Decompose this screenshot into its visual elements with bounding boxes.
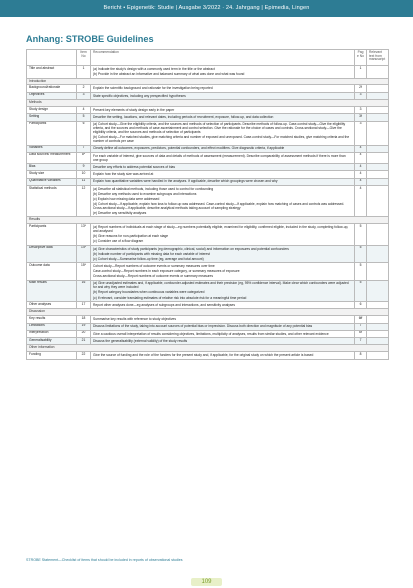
relevant-text-cell <box>367 330 389 337</box>
recommendation-text: (b) Cohort study—For matched studies, give matching criteria and number of exposed and unexposed. Case-control study—For matched studies, give matching criteria and the number of controls per case <box>93 135 350 144</box>
recommendation-cell <box>91 263 355 280</box>
page-reference: 5 <box>355 280 367 301</box>
relevant-text-cell <box>367 164 389 171</box>
recommendation-text: Discuss limitations of the study, taking into account sources of potential bias or imprecision. Discuss both direction and magnitude of any potential bias <box>93 324 313 329</box>
row-label: Outcome data <box>27 263 77 280</box>
recommendation-text: (b) Provide in the abstract an informative and balanced summary of what was done and what was found <box>93 72 245 77</box>
table-row <box>27 121 389 145</box>
recommendation-cell <box>91 66 355 78</box>
header-blank <box>27 50 77 66</box>
page-reference: 5 <box>355 245 367 262</box>
item-number: 1 <box>77 66 91 78</box>
relevant-text-cell <box>367 323 389 330</box>
table-row <box>27 338 389 345</box>
row-label: Setting <box>27 114 77 121</box>
strobe-checklist-table <box>26 49 389 360</box>
relevant-text-cell <box>367 185 389 217</box>
item-number: 22 <box>77 352 91 359</box>
relevant-text-cell <box>367 316 389 323</box>
recommendation-text: (c) If relevant, consider translating estimates of relative risk into absolute risk for a meaningful time period <box>93 295 247 300</box>
item-number: 16 <box>77 280 91 301</box>
recommendation-text: Describe the setting, locations, and relevant dates, including periods of recruitment, exposure, follow-up, and data collection <box>93 115 274 119</box>
page-reference: 2f <box>355 85 367 92</box>
header-item-no: Item No <box>77 50 91 66</box>
table-row <box>27 323 389 330</box>
page-reference: 4 <box>355 178 367 185</box>
page-reference: 3 <box>355 106 367 113</box>
section-label: Discussion <box>27 309 389 316</box>
table-row <box>27 224 389 245</box>
recommendation-text: Describe any efforts to address potential sources of bias <box>93 164 176 169</box>
table-row <box>27 66 389 78</box>
row-label: Study design <box>27 106 77 113</box>
row-label: Participants <box>27 121 77 145</box>
recommendation-cell <box>91 164 355 171</box>
table-row <box>27 330 389 337</box>
table-row <box>27 114 389 121</box>
row-label: Statistical methods <box>27 185 77 217</box>
recommendation-text: (b) Describe any methods used to examine subgroups and interactions <box>93 191 197 196</box>
row-label: Other analyses <box>27 302 77 309</box>
header-recommendation: Recommendation <box>91 50 355 66</box>
footnote: STROBE Statement—Checklist of items that should be included in reports of observational studies <box>26 558 183 562</box>
page-reference: 7 <box>355 323 367 330</box>
page-reference: 3f <box>355 114 367 121</box>
recommendation-cell <box>91 114 355 121</box>
item-number: 19 <box>77 323 91 330</box>
recommendation-text: Cohort study—Report numbers of outcome events or summary measures over time <box>93 264 215 268</box>
relevant-text-cell <box>367 92 389 99</box>
item-number: 13* <box>77 224 91 245</box>
section-row <box>27 78 389 85</box>
page-reference: 7 <box>355 338 367 345</box>
item-number: 11 <box>77 178 91 185</box>
page-title: Anhang: STROBE Guidelines <box>26 34 154 44</box>
row-label: Variables <box>27 145 77 152</box>
row-label: Data sources/ measurement <box>27 152 77 163</box>
row-label: Interpretation <box>27 330 77 337</box>
recommendation-text: (c) Explain how missing data were addressed <box>93 196 160 201</box>
row-label: Objectives <box>27 92 77 99</box>
header-page-no: Page No <box>355 50 367 66</box>
recommendation-cell <box>91 152 355 163</box>
row-label: Quantitative variables <box>27 178 77 185</box>
relevant-text-cell <box>367 106 389 113</box>
table-header-row <box>27 50 389 66</box>
page-reference: 4 <box>355 171 367 178</box>
relevant-text-cell <box>367 145 389 152</box>
relevant-text-cell <box>367 152 389 163</box>
recommendation-text: (a) Give unadjusted estimates and, if applicable, confounder-adjusted estimates and their precision (eg, 95% confidence interval). Make clear which confounders were adjusted for and why they were included <box>93 281 349 290</box>
page-reference: 4 <box>355 164 367 171</box>
row-label: Title and abstract <box>27 66 77 78</box>
item-number: 14* <box>77 245 91 262</box>
recommendation-cell <box>91 145 355 152</box>
recommendation-text: Report other analyses done—eg analyses of subgroups and interactions, and sensitivity analyses <box>93 302 236 307</box>
row-label: Generalisability <box>27 338 77 345</box>
recommendation-text: (c) Cohort study—Summarise follow-up time (eg, average and total amount) <box>93 256 204 261</box>
relevant-text-cell <box>367 338 389 345</box>
section-row <box>27 345 389 352</box>
table-row <box>27 145 389 152</box>
row-label: Bias <box>27 164 77 171</box>
recommendation-text: Case-control study—Report numbers in each exposure category, or summary measures of exposure <box>93 269 240 274</box>
table-row <box>27 280 389 301</box>
recommendation-text: Present key elements of study design early in the paper <box>93 107 175 112</box>
page-reference: 3 <box>355 121 367 145</box>
recommendation-text: Discuss the generalisability (external validity) of the study results <box>93 338 188 343</box>
item-number: 15* <box>77 263 91 280</box>
recommendation-cell <box>91 245 355 262</box>
table-row <box>27 171 389 178</box>
row-label: Funding <box>27 352 77 359</box>
recommendation-text: Give the source of funding and the role of the funders for the present study and, if applicable, for the original study on which the present article is based <box>93 353 314 358</box>
section-row <box>27 217 389 224</box>
recommendation-text: (a) Describe all statistical methods, including those used to control for confounding <box>93 186 214 191</box>
recommendation-text: Cross-sectional study—Report numbers of outcome events or summary measures <box>93 274 214 279</box>
recommendation-cell <box>91 316 355 323</box>
relevant-text-cell <box>367 171 389 178</box>
recommendation-text: Summarise key results with reference to study objectives <box>93 317 177 322</box>
row-label: Descriptive data <box>27 245 77 262</box>
table-row <box>27 263 389 280</box>
relevant-text-cell <box>367 263 389 280</box>
item-number: 4 <box>77 106 91 113</box>
relevant-text-cell <box>367 302 389 309</box>
relevant-text-cell <box>367 224 389 245</box>
table-body <box>27 66 389 359</box>
section-label: Introduction <box>27 78 389 85</box>
item-number: 2 <box>77 85 91 92</box>
item-number: 6 <box>77 121 91 145</box>
recommendation-text: Give a cautious overall interpretation of results considering objectives, limitations, multiplicity of analyses, results from similar studies, and other relevant evidence <box>93 331 329 336</box>
relevant-text-cell <box>367 85 389 92</box>
page-reference: 4 <box>355 185 367 217</box>
table-row <box>27 352 389 359</box>
recommendation-cell <box>91 178 355 185</box>
row-label: Background/rationale <box>27 85 77 92</box>
recommendation-text: State specific objectives, including any prespecified hypotheses <box>93 93 186 98</box>
journal-header: Bericht • Epigenetik: Studie | Ausgabe 3/2022 · 24. Jahrgang | Epimedia, Lingen <box>0 0 413 17</box>
item-number: 8* <box>77 152 91 163</box>
recommendation-cell <box>91 302 355 309</box>
item-number: 12 <box>77 185 91 217</box>
recommendation-cell <box>91 323 355 330</box>
page-reference: 4 <box>355 145 367 152</box>
item-number: 9 <box>77 164 91 171</box>
recommendation-cell <box>91 224 355 245</box>
row-label: Participants <box>27 224 77 245</box>
recommendation-cell <box>91 106 355 113</box>
page-reference: 3 <box>355 92 367 99</box>
recommendation-text: (a) Cohort study—Give the eligibility criteria, and the sources and methods of selection of participants. Describe methods of follow-up. Case-control study—Give the eligibility criteria, and the sources and methods of case ascertainment and control selection. Give the rationale for the choice of cases and controls. Cross-sectional study—Give the eligibility criteria, and the sources and methods of selection of participants <box>93 122 346 135</box>
table-row <box>27 302 389 309</box>
recommendation-cell <box>91 280 355 301</box>
relevant-text-cell <box>367 66 389 78</box>
row-label: Study size <box>27 171 77 178</box>
recommendation-text: (b) Report category boundaries when continuous variables were categorized <box>93 290 205 295</box>
recommendation-text: (b) Give reasons for non-participation at each stage <box>93 234 169 239</box>
recommendation-cell <box>91 85 355 92</box>
table-row <box>27 178 389 185</box>
page-reference: 6 <box>355 302 367 309</box>
recommendation-text: (a) Give characteristics of study participants (eg demographic, clinical, social) and information on exposures and potential confounders <box>93 246 289 251</box>
row-label: Main results <box>27 280 77 301</box>
table-row <box>27 152 389 163</box>
section-row <box>27 309 389 316</box>
recommendation-text: Explain how quantitative variables were handled in the analyses. If applicable, describe which groupings were chosen and why <box>93 179 278 184</box>
recommendation-text: (d) Cohort study—If applicable, explain how loss to follow-up was addressed. Case-control study—If applicable, explain how matching of cases and controls was addressed. Cross-sectional study—If applicable, describe analytical methods taking account of sampling strategy <box>93 201 345 210</box>
recommendation-cell <box>91 171 355 178</box>
item-number: 5 <box>77 114 91 121</box>
recommendation-text: Explain the scientific background and rationale for the investigation being reported <box>93 86 213 91</box>
table-row <box>27 106 389 113</box>
page-number-badge <box>0 570 413 588</box>
item-number: 21 <box>77 338 91 345</box>
row-label: Limitations <box>27 323 77 330</box>
table-row <box>27 245 389 262</box>
row-label: Key results <box>27 316 77 323</box>
relevant-text-cell <box>367 114 389 121</box>
page-reference: 5 <box>355 263 367 280</box>
page-reference: 4 <box>355 152 367 163</box>
recommendation-text: (a) Report numbers of individuals at each stage of study—eg numbers potentially eligible, examined for eligibility, confirmed eligible, included in the study, completing follow-up, and analysed <box>93 225 349 234</box>
relevant-text-cell <box>367 178 389 185</box>
header-relevant-text: Relevant text from manuscript <box>367 50 389 66</box>
page-reference: 8 <box>355 352 367 359</box>
page-reference: 1 <box>355 66 367 78</box>
item-number: 20 <box>77 330 91 337</box>
item-number: 10 <box>77 171 91 178</box>
item-number: 3 <box>77 92 91 99</box>
section-label: Other information <box>27 345 389 352</box>
table-row <box>27 85 389 92</box>
recommendation-cell <box>91 185 355 217</box>
section-label: Results <box>27 217 389 224</box>
relevant-text-cell <box>367 245 389 262</box>
recommendation-cell <box>91 121 355 145</box>
recommendation-cell <box>91 92 355 99</box>
table-row <box>27 185 389 217</box>
recommendation-cell <box>91 330 355 337</box>
recommendation-text: (e) Describe any sensitivity analyses <box>93 210 147 215</box>
item-number: 17 <box>77 302 91 309</box>
page-number: 109 <box>191 578 221 586</box>
recommendation-cell <box>91 338 355 345</box>
relevant-text-cell <box>367 352 389 359</box>
recommendation-cell <box>91 352 355 359</box>
recommendation-text: (c) Consider use of a flow diagram <box>93 239 144 244</box>
relevant-text-cell <box>367 280 389 301</box>
page-reference: 5 <box>355 224 367 245</box>
table-row <box>27 316 389 323</box>
item-number: 7 <box>77 145 91 152</box>
item-number: 18 <box>77 316 91 323</box>
recommendation-text: (a) Indicate the study's design with a commonly used term in the title or the abstract <box>93 66 215 71</box>
page-reference: 6ff <box>355 316 367 323</box>
section-row <box>27 100 389 107</box>
section-label: Methods <box>27 100 389 107</box>
recommendation-text: Explain how the study size was arrived at <box>93 172 154 177</box>
page-reference: 6f <box>355 330 367 337</box>
table-row <box>27 92 389 99</box>
recommendation-text: (b) Indicate number of participants with missing data for each variable of interest <box>93 251 210 256</box>
table-row <box>27 164 389 171</box>
recommendation-text: For each variable of interest, give sources of data and details of methods of assessment (measurement). Describe comparability of assessment methods if there is more than one group <box>93 153 346 162</box>
relevant-text-cell <box>367 121 389 145</box>
recommendation-text: Clearly define all outcomes, exposures, predictors, potential confounders, and effect modifiers. Give diagnostic criteria, if applicable <box>93 146 285 151</box>
